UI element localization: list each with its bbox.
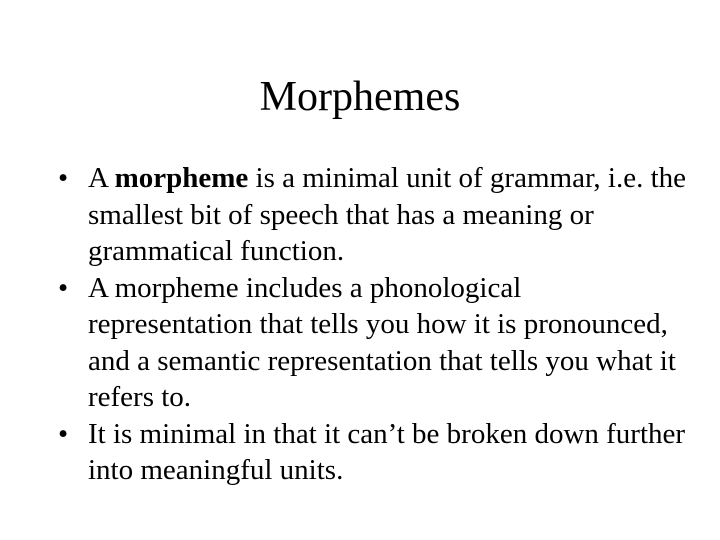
bullet-marker: • [58,271,69,304]
bullet-item-2 [58,270,688,416]
bullet-term-bold: morpheme [114,162,249,194]
bullet-item-1 [58,160,688,270]
slide-title: Morphemes [259,74,461,120]
bullet-marker: • [58,417,69,450]
bullet-text-suffix: is a minimal unit of grammar, i.e. the smallest bit of speech that has a meaning or grammatical function. [88,162,687,267]
bullet-text-prefix: A [88,162,115,194]
bullet-list [58,160,688,489]
bullet-text: It is minimal in that it can’t be broken down further into meaningful units. [88,417,686,486]
bullet-text: A morpheme includes a phonological representation that tells you how it is pronounced, and a semantic representation that tells you what it refers to. [88,271,676,413]
bullet-marker: • [58,162,69,194]
bullet-item-3 [58,416,688,489]
